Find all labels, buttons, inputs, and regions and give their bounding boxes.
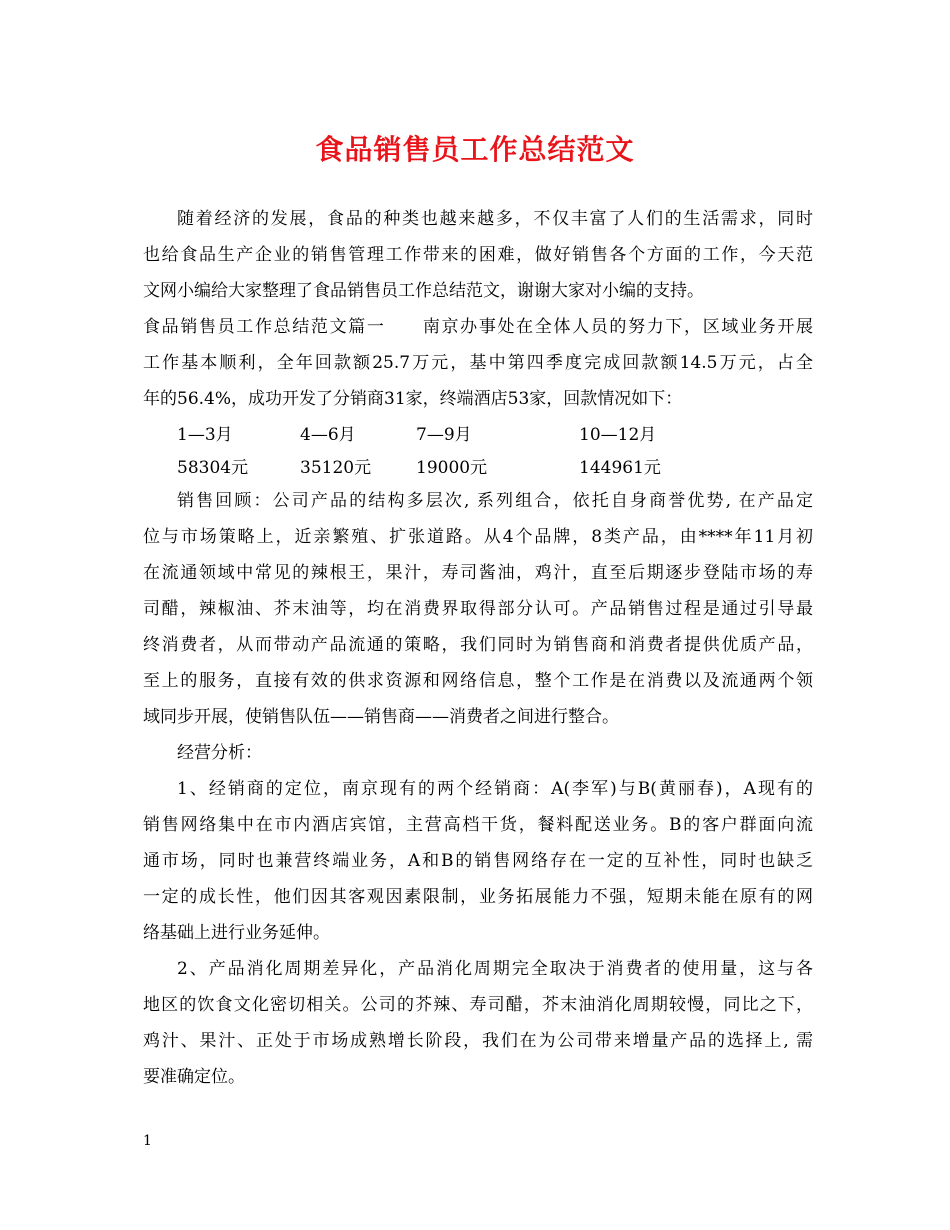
paragraph-line: 也给食品生产企业的销售管理工作带来的困难，做好销售各个方面的工作，今天范	[143, 245, 813, 265]
paragraph-line: 司醋，辣椒油、芥末油等，均在消费界取得部分认可。产品销售过程是通过引导最	[143, 599, 813, 619]
paragraph-line: 2、产品消化周期差异化，产品消化周期完全取决于消费者的使用量，这与各	[177, 959, 813, 979]
table-amount-cell: 19000元	[416, 458, 488, 478]
paragraph-line: 要准确定位。	[143, 1067, 245, 1087]
table-amount-cell: 144961元	[579, 458, 661, 478]
paragraph-line: 随着经济的发展，食品的种类也越来越多，不仅丰富了人们的生活需求，同时	[177, 209, 813, 229]
paragraph-line: 一定的成长性，他们因其客观因素限制，业务拓展能力不强，短期未能在原有的网	[143, 887, 813, 907]
document-title: 食品销售员工作总结范文	[315, 133, 635, 166]
paragraph-line: 1、经销商的定位，南京现有的两个经销商：A(李军)与B(黄丽春)，A现有的	[177, 779, 813, 799]
paragraph-line: 位与市场策略上，近亲繁殖、扩张道路。从4个品牌，8类产品，由****年11月初	[143, 527, 813, 547]
table-amount-cell: 58304元	[177, 458, 249, 478]
paragraph-line: 至上的服务，直接有效的供求资源和网络信息，整个工作是在消费以及流通两个领	[143, 671, 813, 691]
table-amount-cell: 35120元	[300, 458, 372, 478]
page-number: 1	[143, 1133, 152, 1149]
section-heading: 经营分析：	[177, 743, 262, 763]
table-period-cell: 1—3月	[177, 425, 233, 445]
paragraph-line: 食品销售员工作总结范文篇一 南京办事处在全体人员的努力下，区域业务开展	[143, 317, 813, 337]
paragraph-line: 文网小编给大家整理了食品销售员工作总结范文，谢谢大家对小编的支持。	[143, 281, 704, 301]
paragraph-line: 鸡汁、果汁、正处于市场成熟增长阶段，我们在为公司带来增量产品的选择上, 需	[143, 1031, 813, 1051]
paragraph-line: 年的56.4%，成功开发了分销商31家，终端酒店53家，回款情况如下：	[143, 389, 683, 409]
paragraph-line: 销售网络集中在市内酒店宾馆，主营高档干货，餐料配送业务。B的客户群面向流	[143, 815, 813, 835]
paragraph-line: 通市场，同时也兼营终端业务，A和B的销售网络存在一定的互补性，同时也缺乏	[143, 851, 813, 871]
paragraph-line: 工作基本顺利，全年回款额25.7万元，基中第四季度完成回款额14.5万元，占全	[143, 353, 813, 373]
table-period-cell: 4—6月	[300, 425, 356, 445]
paragraph-line: 络基础上进行业务延伸。	[143, 923, 330, 943]
paragraph-line: 在流通领域中常见的辣根王，果汁，寿司酱油，鸡汁，直至后期逐步登陆市场的寿	[143, 563, 813, 583]
paragraph-line: 终消费者，从而带动产品流通的策略，我们同时为销售商和消费者提供优质产品，	[143, 635, 813, 655]
table-period-cell: 10—12月	[579, 425, 657, 445]
paragraph-line: 域同步开展，使销售队伍——销售商——消费者之间进行整合。	[143, 707, 619, 727]
table-period-cell: 7—9月	[416, 425, 472, 445]
paragraph-line: 地区的饮食文化密切相关。公司的芥辣、寿司醋，芥末油消化周期较慢，同比之下，	[143, 995, 813, 1015]
paragraph-line: 销售回顾：公司产品的结构多层次, 系列组合，依托自身商誉优势, 在产品定	[177, 491, 813, 511]
